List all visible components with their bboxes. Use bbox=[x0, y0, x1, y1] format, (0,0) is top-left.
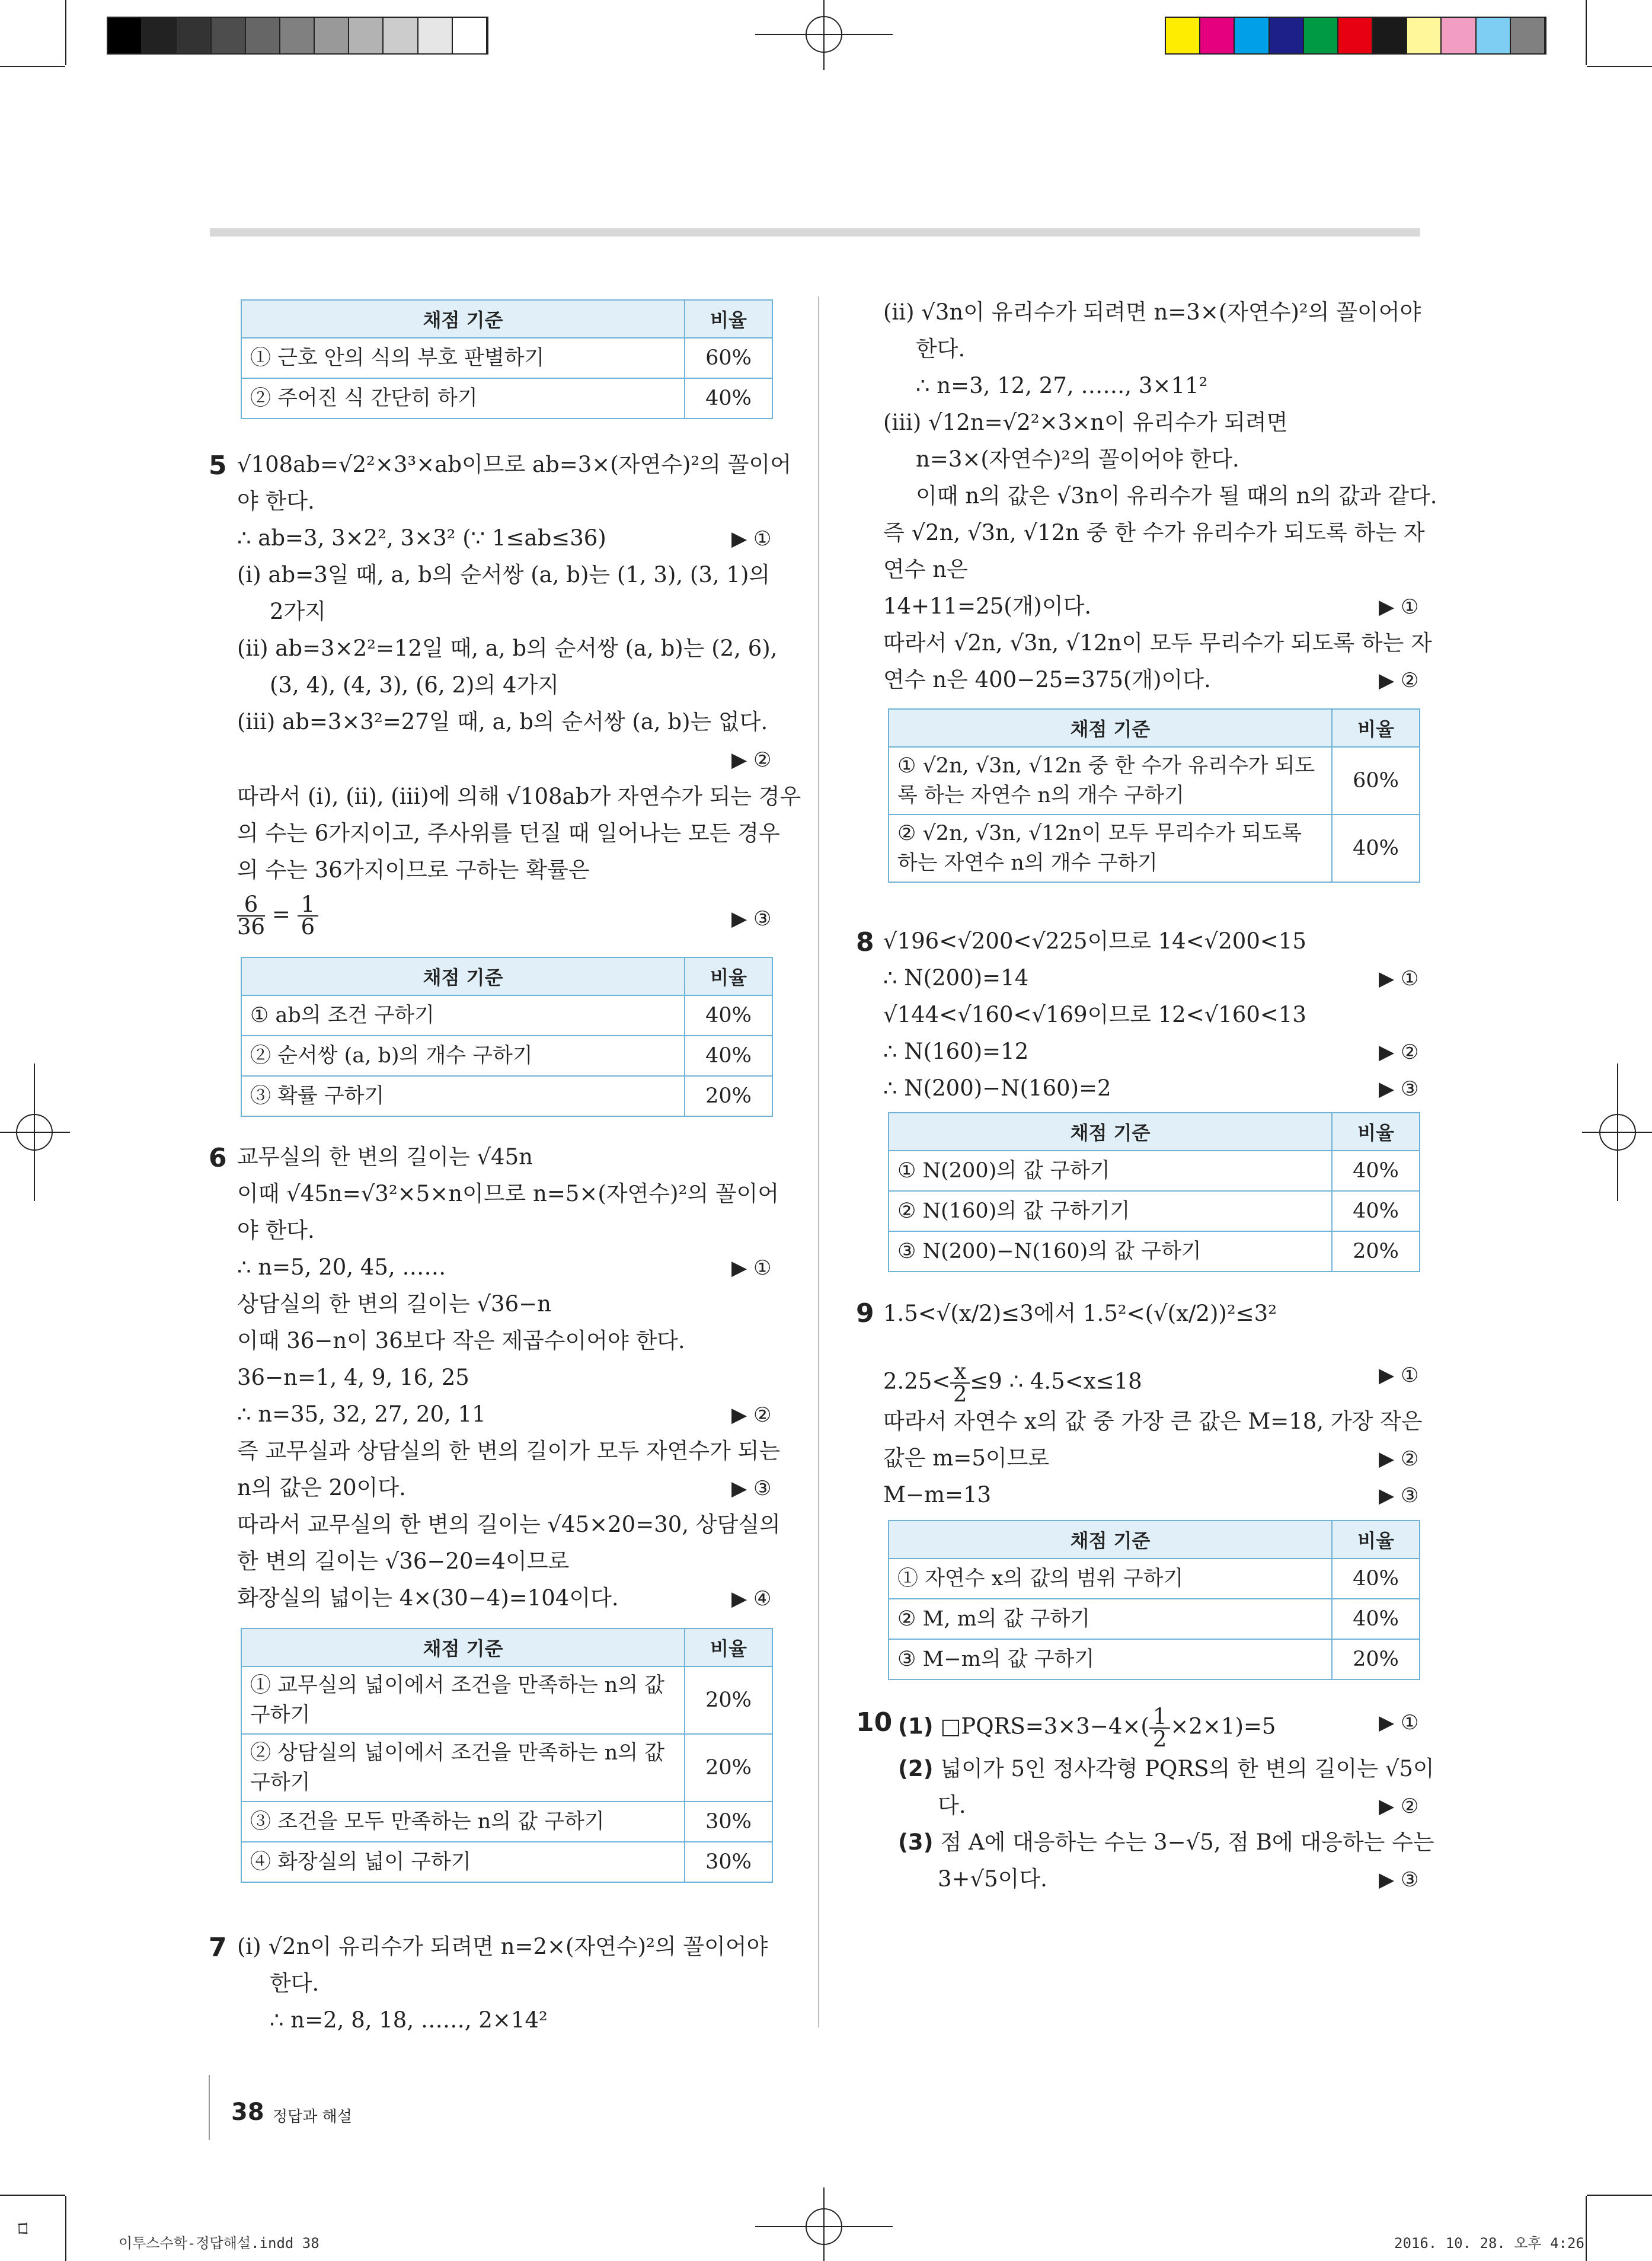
fraction-numerator: 6 bbox=[237, 894, 265, 916]
solution-line: √108ab=√2²×3³×ab이므로 ab=3×(자연수)²의 꼴이어 bbox=[237, 452, 791, 477]
table-header: 채점 기준 bbox=[889, 1521, 1332, 1559]
scoring-table-9 bbox=[888, 1520, 1420, 1680]
gray-swatch bbox=[108, 18, 142, 53]
table-cell: 20% bbox=[1332, 1639, 1420, 1679]
gray-swatch bbox=[418, 18, 453, 53]
table-header: 채점 기준 bbox=[889, 1113, 1332, 1151]
solution-line: 한 변의 길이는 √36−20=4이므로 bbox=[237, 1548, 570, 1574]
solution-line: √144<√160<√169이므로 12<√160<13 bbox=[883, 1002, 1306, 1027]
gray-swatch bbox=[177, 18, 211, 53]
solution-line: 화장실의 넓이는 4×(30−4)=104이다. bbox=[237, 1585, 619, 1611]
solution-line: (ii) √3n이 유리수가 되려면 n=3×(자연수)²의 꼴이어야 bbox=[883, 299, 1421, 325]
registration-target-bottom bbox=[747, 2187, 901, 2261]
color-swatch bbox=[1373, 18, 1407, 53]
solution-line: ∴ n=2, 8, 18, ……, 2×14² bbox=[270, 2007, 548, 2033]
gray-scale-bar bbox=[107, 17, 488, 55]
problem-number: 9 bbox=[856, 1298, 874, 1329]
solution-text: 넓이가 5인 정사각형 PQRS의 한 변의 길이는 √5이 bbox=[940, 1756, 1434, 1781]
solution-line: 3+√5이다. bbox=[938, 1866, 1047, 1892]
gray-swatch bbox=[315, 18, 349, 53]
scoring-table-4 bbox=[241, 299, 773, 419]
fraction-denominator: 6 bbox=[301, 914, 315, 940]
table-cell: 60% bbox=[1332, 747, 1420, 815]
table-cell: 20% bbox=[1332, 1231, 1420, 1272]
table-cell: 40% bbox=[685, 1036, 772, 1076]
table-cell: 30% bbox=[685, 1842, 772, 1882]
solution-line: 의 수는 36가지이므로 구하는 확률은 bbox=[237, 857, 590, 883]
problem-number: 7 bbox=[209, 1933, 227, 1963]
column-divider bbox=[818, 296, 819, 2027]
table-header: 비율 bbox=[685, 300, 772, 338]
step-marker: ▶ ③ bbox=[731, 907, 772, 931]
gray-swatch bbox=[349, 18, 384, 53]
solution-line: (iii) ab=3×3²=27일 때, a, b의 순서쌍 (a, b)는 없다. bbox=[237, 709, 768, 734]
area-expression bbox=[898, 1706, 1276, 1750]
solution-line: 의 수는 6가지이고, 주사위를 던질 때 일어나는 모든 경우 bbox=[237, 820, 780, 846]
file-name: 이투스수학-정답해설.indd 38 bbox=[119, 2235, 319, 2252]
fraction-numerator: x bbox=[950, 1361, 970, 1384]
step-marker: ▶ ① bbox=[731, 1256, 772, 1280]
problem-number: 10 bbox=[856, 1707, 893, 1738]
table-cell: ② N(160)의 값 구하기기 bbox=[889, 1191, 1332, 1231]
table-cell: ③ N(200)−N(160)의 값 구하기 bbox=[889, 1231, 1332, 1272]
scoring-table-7 bbox=[888, 708, 1420, 883]
solution-line: ∴ N(160)=12 bbox=[883, 1039, 1029, 1064]
solution-line: 이때 √45n=√3²×5×n이므로 n=5×(자연수)²의 꼴이어 bbox=[237, 1181, 779, 1206]
gray-swatch bbox=[384, 18, 418, 53]
scoring-table-8 bbox=[888, 1112, 1420, 1272]
header-rule bbox=[210, 228, 1420, 237]
solution-line: 연수 n은 bbox=[883, 557, 968, 582]
solution-line: n=3×(자연수)²의 꼴이어야 한다. bbox=[916, 446, 1239, 472]
solution-line: ∴ n=35, 32, 27, 20, 11 bbox=[237, 1401, 486, 1427]
table-cell: 60% bbox=[685, 338, 772, 378]
table-header: 비율 bbox=[1332, 709, 1420, 747]
problem-number: 8 bbox=[856, 927, 874, 957]
solution-line bbox=[898, 1829, 1434, 1856]
table-cell: ① 근호 안의 식의 부호 판별하기 bbox=[241, 338, 685, 378]
scoring-table-5 bbox=[241, 957, 773, 1117]
solution-line: 교무실의 한 변의 길이는 √45n bbox=[237, 1144, 533, 1170]
table-cell: 40% bbox=[1332, 1151, 1420, 1191]
table-cell: ① N(200)의 값 구하기 bbox=[889, 1151, 1332, 1191]
table-cell: 40% bbox=[1332, 1191, 1420, 1231]
subquestion-label: (3) bbox=[898, 1829, 934, 1855]
step-marker: ▶ ① bbox=[1379, 595, 1419, 619]
color-swatch bbox=[1477, 18, 1511, 53]
gray-swatch bbox=[142, 18, 177, 53]
solution-line: 따라서 √2n, √3n, √12n이 모두 무리수가 되도록 하는 자 bbox=[883, 630, 1432, 656]
solution-line: 다. bbox=[938, 1793, 966, 1818]
gray-swatch bbox=[453, 18, 487, 53]
solution-line: 1.5<√(x/2)≤3에서 1.5²<(√(x/2))²≤3² bbox=[883, 1301, 1277, 1326]
solution-line: 이때 36−n이 36보다 작은 제곱수이어야 한다. bbox=[237, 1328, 685, 1353]
scoring-table-6 bbox=[241, 1628, 773, 1883]
solution-line: (ii) ab=3×2²=12일 때, a, b의 순서쌍 (a, b)는 (2, 6), bbox=[237, 635, 778, 661]
step-marker: ▶ ① bbox=[1379, 1711, 1419, 1735]
solution-line: ∴ n=3, 12, 27, ……, 3×11² bbox=[916, 373, 1208, 398]
color-swatch bbox=[1200, 18, 1235, 53]
table-cell: 20% bbox=[685, 1076, 772, 1116]
gray-swatch bbox=[246, 18, 280, 53]
fraction-numerator: 1 bbox=[298, 894, 319, 916]
solution-line: 즉 교무실과 상담실의 한 변의 길이가 모두 자연수가 되는 bbox=[237, 1438, 781, 1464]
solution-line: ∴ N(200)=14 bbox=[883, 965, 1029, 991]
subquestion-label: (1) bbox=[898, 1713, 934, 1739]
problem-number: 5 bbox=[209, 451, 227, 481]
solution-line: 한다. bbox=[270, 1971, 319, 1996]
step-marker: ▶ ① bbox=[731, 527, 772, 551]
step-marker: ▶ ② bbox=[731, 748, 772, 772]
table-cell: 40% bbox=[1332, 1559, 1420, 1599]
table-cell: 20% bbox=[685, 1734, 772, 1802]
step-marker: ▶ ① bbox=[1379, 1363, 1419, 1387]
color-swatch bbox=[1442, 18, 1476, 53]
solution-line: 이때 n의 값은 √3n이 유리수가 될 때의 n의 값과 같다. bbox=[916, 483, 1437, 509]
registration-target-left bbox=[0, 1055, 71, 1209]
solution-line: √196<√200<√225이므로 14<√200<15 bbox=[883, 928, 1306, 954]
problem-number: 6 bbox=[209, 1143, 227, 1173]
table-cell: ③ 확률 구하기 bbox=[241, 1076, 685, 1116]
solution-line: (iii) √12n=√2²×3×n이 유리수가 되려면 bbox=[883, 410, 1288, 435]
table-cell: 20% bbox=[685, 1666, 772, 1734]
step-marker: ▶ ③ bbox=[731, 1477, 772, 1500]
step-marker: ▶ ④ bbox=[731, 1587, 772, 1611]
table-cell: ① √2n, √3n, √12n 중 한 수가 유리수가 되도록 하는 자연수 n의 개수 구하기 bbox=[889, 747, 1332, 815]
inequality-right: ≤9 ∴ 4.5<x≤18 bbox=[970, 1368, 1142, 1394]
solution-line: 야 한다. bbox=[237, 488, 315, 514]
color-swatch bbox=[1304, 18, 1338, 53]
table-header: 채점 기준 bbox=[241, 957, 685, 995]
table-cell: ① ab의 조건 구하기 bbox=[241, 995, 685, 1036]
equals-sign: = bbox=[271, 901, 290, 927]
solution-line: M−m=13 bbox=[883, 1482, 992, 1508]
solution-line: 2가지 bbox=[270, 599, 327, 624]
gray-swatch bbox=[212, 18, 246, 53]
table-cell: ② M, m의 값 구하기 bbox=[889, 1599, 1332, 1639]
table-cell: ① 교무실의 넓이에서 조건을 만족하는 n의 값 구하기 bbox=[241, 1666, 685, 1734]
solution-text: 점 A에 대응하는 수는 3−√5, 점 B에 대응하는 수는 bbox=[940, 1829, 1434, 1855]
table-cell: 30% bbox=[685, 1802, 772, 1842]
probability-fraction bbox=[237, 894, 318, 938]
solution-line: 값은 m=5이므로 bbox=[883, 1445, 1050, 1471]
solution-line: 연수 n은 400−25=375(개)이다. bbox=[883, 667, 1211, 692]
table-header: 채점 기준 bbox=[241, 300, 685, 338]
inequality-line bbox=[883, 1361, 1142, 1405]
solution-line: 따라서 (i), (ii), (iii)에 의해 √108ab가 자연수가 되는 경우 bbox=[237, 784, 801, 809]
color-swatch bbox=[1511, 18, 1545, 53]
step-marker: ▶ ② bbox=[731, 1403, 772, 1427]
table-cell: ③ 조건을 모두 만족하는 n의 값 구하기 bbox=[241, 1802, 685, 1842]
registration-target-right bbox=[1581, 1055, 1652, 1209]
solution-line: ∴ n=5, 20, 45, …… bbox=[237, 1254, 446, 1280]
solution-line: ∴ N(200)−N(160)=2 bbox=[883, 1075, 1111, 1101]
table-cell: ② 상담실의 넓이에서 조건을 만족하는 n의 값 구하기 bbox=[241, 1734, 685, 1802]
table-cell: ② √2n, √3n, √12n이 모두 무리수가 되도록 하는 자연수 n의 개수 구하기 bbox=[889, 815, 1332, 882]
inequality-left: 2.25< bbox=[883, 1368, 951, 1394]
solution-line: n의 값은 20이다. bbox=[237, 1475, 406, 1500]
table-header: 비율 bbox=[685, 1628, 772, 1666]
step-marker: ▶ ① bbox=[1379, 967, 1419, 991]
table-cell: ① 자연수 x의 값의 범위 구하기 bbox=[889, 1559, 1332, 1599]
step-marker: ▶ ② bbox=[1379, 1447, 1419, 1471]
fraction-numerator: 1 bbox=[1149, 1706, 1171, 1729]
step-marker: ▶ ③ bbox=[1379, 1868, 1419, 1892]
fraction-denominator: 36 bbox=[237, 914, 266, 940]
fraction-denominator: 2 bbox=[1152, 1726, 1167, 1752]
table-cell: 40% bbox=[685, 378, 772, 419]
solution-line: ∴ ab=3, 3×2², 3×3² (∵ 1≤ab≤36) bbox=[237, 525, 606, 551]
table-cell: ② 순서쌍 (a, b)의 개수 구하기 bbox=[241, 1036, 685, 1076]
solution-line: (3, 4), (4, 3), (6, 2)의 4가지 bbox=[270, 672, 559, 698]
color-swatch bbox=[1270, 18, 1304, 53]
solution-line: 야 한다. bbox=[237, 1218, 315, 1243]
registration-target-top bbox=[747, 0, 901, 71]
footer-rule bbox=[209, 2075, 210, 2140]
solution-line: (i) ab=3일 때, a, b의 순서쌍 (a, b)는 (1, 3), (3, 1)의 bbox=[237, 562, 771, 587]
table-cell: ④ 화장실의 넓이 구하기 bbox=[241, 1842, 685, 1882]
solution-line: 한다. bbox=[916, 336, 966, 362]
step-marker: ▶ ② bbox=[1379, 1040, 1419, 1064]
solution-line: 따라서 교무실의 한 변의 길이는 √45×20=30, 상담실의 bbox=[237, 1512, 781, 1537]
color-swatch bbox=[1166, 18, 1200, 53]
table-header: 채점 기준 bbox=[889, 709, 1332, 747]
table-header: 비율 bbox=[685, 957, 772, 995]
color-swatch bbox=[1235, 18, 1269, 53]
print-datetime: 2016. 10. 28. 오후 4:26 bbox=[1394, 2235, 1584, 2252]
step-marker: ▶ ③ bbox=[1379, 1484, 1419, 1508]
section-title: 정답과 해설 bbox=[273, 2108, 352, 2126]
step-marker: ▶ ③ bbox=[1379, 1077, 1419, 1101]
step-marker: ▶ ② bbox=[1379, 669, 1419, 692]
side-mark: ㅁ bbox=[11, 2219, 34, 2238]
table-cell: ② 주어진 식 간단히 하기 bbox=[241, 378, 685, 419]
gray-swatch bbox=[280, 18, 315, 53]
color-swatch bbox=[1407, 18, 1442, 53]
expression-part: ×2×1)=5 bbox=[1170, 1713, 1276, 1739]
page-number: 38 bbox=[231, 2099, 264, 2126]
table-cell: 40% bbox=[1332, 1599, 1420, 1639]
color-calibration-bar bbox=[1165, 17, 1546, 55]
subquestion-label: (2) bbox=[898, 1756, 934, 1781]
fraction-denominator: 2 bbox=[953, 1381, 967, 1407]
table-cell: 40% bbox=[685, 995, 772, 1036]
solution-line bbox=[898, 1756, 1434, 1782]
table-header: 비율 bbox=[1332, 1113, 1420, 1151]
solution-line: 따라서 자연수 x의 값 중 가장 큰 값은 M=18, 가장 작은 bbox=[883, 1409, 1423, 1434]
step-marker: ▶ ② bbox=[1379, 1794, 1419, 1818]
solution-line: (i) √2n이 유리수가 되려면 n=2×(자연수)²의 꼴이어야 bbox=[237, 1934, 768, 1959]
table-cell: ③ M−m의 값 구하기 bbox=[889, 1639, 1332, 1679]
solution-line: 36−n=1, 4, 9, 16, 25 bbox=[237, 1365, 469, 1390]
expression-part: □PQRS=3×3−4×( bbox=[940, 1713, 1149, 1739]
solution-line: 즉 √2n, √3n, √12n 중 한 수가 유리수가 되도록 하는 자 bbox=[883, 520, 1425, 545]
table-cell: 40% bbox=[1332, 815, 1420, 882]
solution-line: 14+11=25(개)이다. bbox=[883, 593, 1092, 619]
solution-line: 상담실의 한 변의 길이는 √36−n bbox=[237, 1291, 551, 1317]
table-header: 채점 기준 bbox=[241, 1628, 685, 1666]
table-header: 비율 bbox=[1332, 1521, 1420, 1559]
color-swatch bbox=[1338, 18, 1373, 53]
